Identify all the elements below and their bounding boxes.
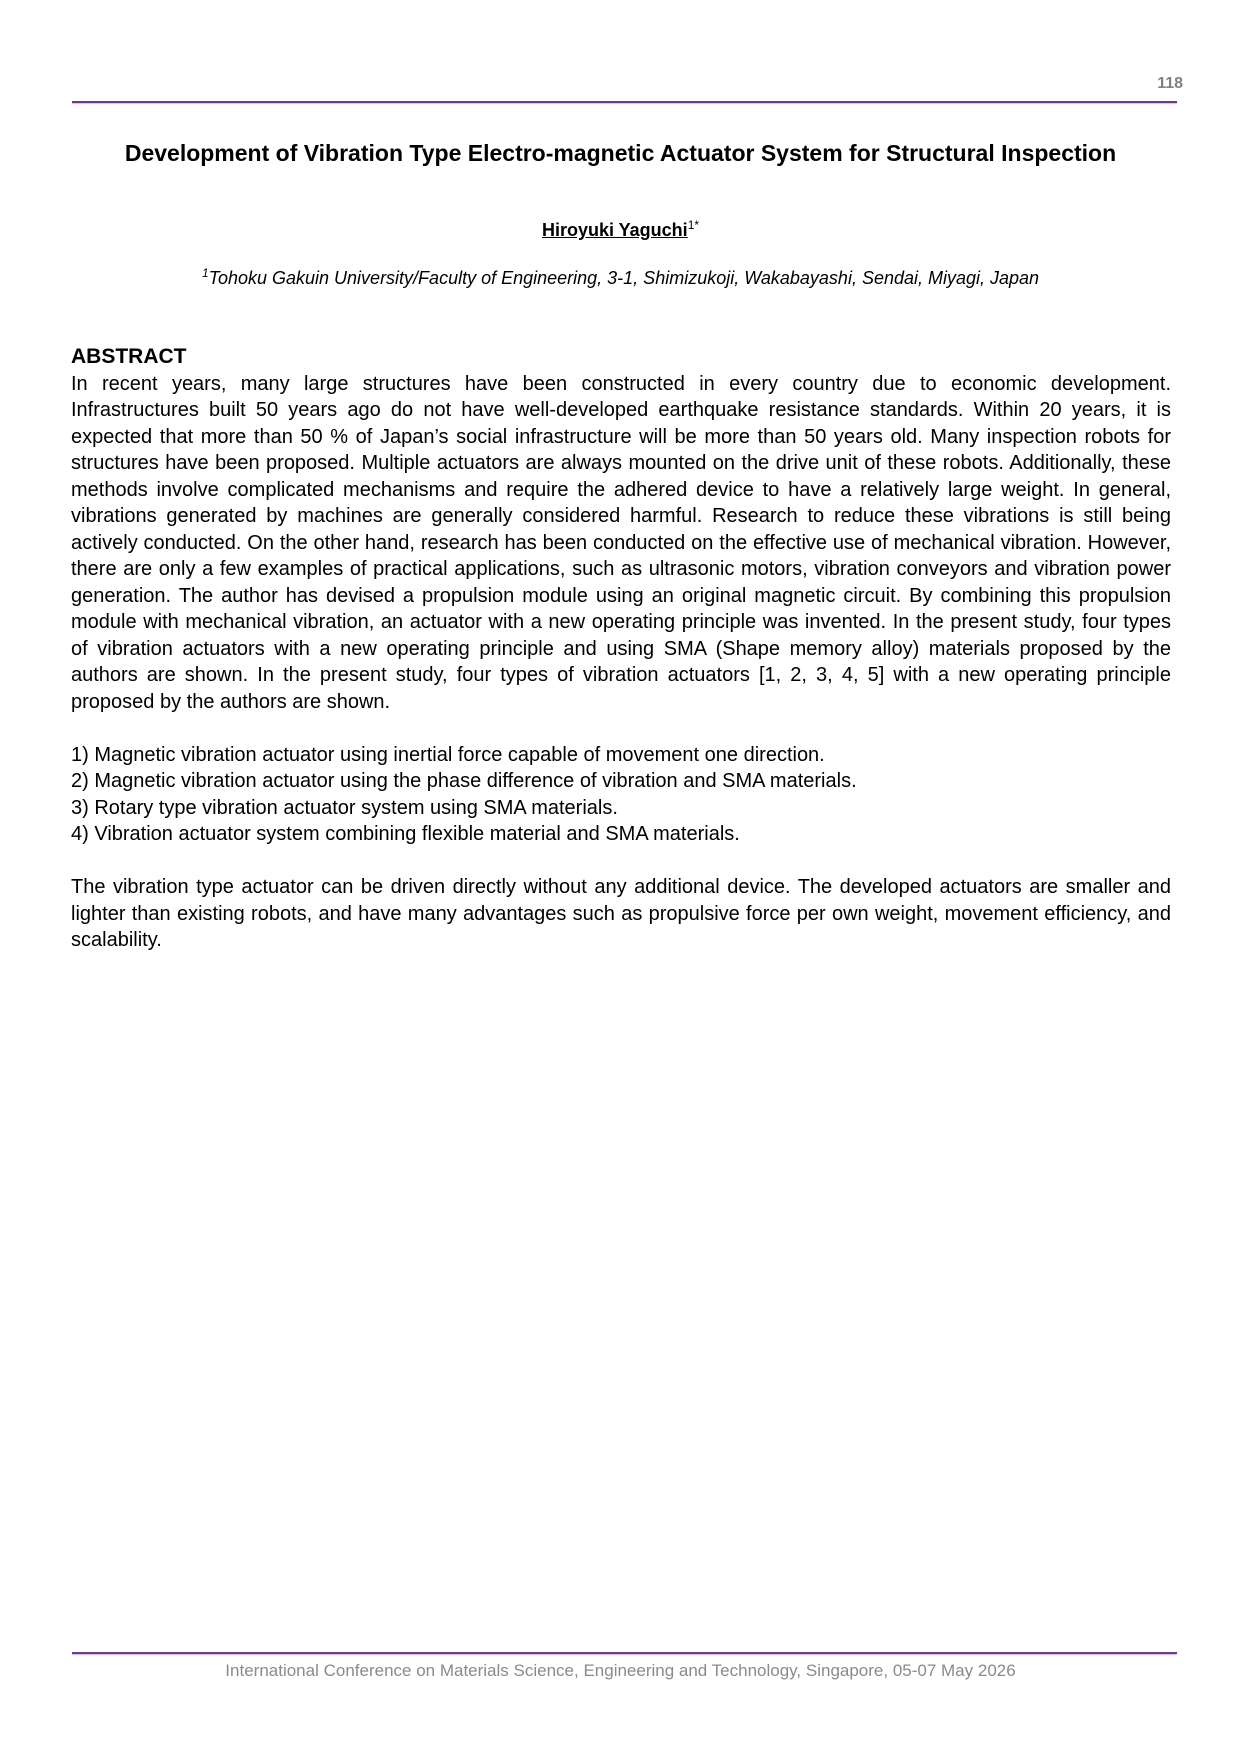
abstract-section [71, 344, 1171, 954]
conference-footer: International Conference on Materials Science, Engineering and Technology, Singapore, 05-07 May 2026 [225, 1661, 1016, 1680]
affiliation [60, 268, 1181, 289]
list-item: 1) Magnetic vibration actuator using inertial force capable of movement one direction. [71, 743, 825, 766]
abstract-heading: ABSTRACT [71, 345, 187, 368]
paragraph-gap [71, 715, 1171, 742]
paragraph-gap [71, 848, 1171, 875]
page-number: 118 [1157, 75, 1183, 92]
closing-paragraph: The vibration type actuator can be driven directly without any additional device. The developed actuators are smaller and lighter than existing robots, and have many advantages such as propulsive force per own weight, movement efficiency, and scalability. [71, 876, 1171, 951]
list-item: 3) Rotary type vibration actuator system using SMA materials. [71, 796, 618, 819]
affiliation-mark: 1 [201, 266, 209, 280]
author-name: Hiroyuki Yaguchi [541, 220, 688, 240]
author-affiliation-mark: 1* [687, 218, 700, 232]
affiliation-text: Tohoku Gakuin University/Faculty of Engineering, 3-1, Shimizukoji, Wakabayashi, Sendai, Miyagi, Japan [208, 268, 1040, 288]
footer-divider [72, 1652, 1177, 1654]
abstract-body: In recent years, many large structures have been constructed in every country due to economic development. Infrastructures built 50 years ago do not have well-developed earthquake resistance standards. Within 20 years, it is expected that more than 50 % of Japan’s social infrastructure will be more than 50 years old. Many inspection robots for structures have been proposed. Multiple actuators are always mounted on the drive unit of these robots. Additionally, these methods involve complicated mechanisms and require the adhered device to have a relatively large weight. In general, vibrations generated by machines are generally considered harmful. Research to reduce these vibrations is still being actively conducted. On the other hand, research has been conducted on the effective use of mechanical vibration. However, there are only a few examples of practical applications, such as ultrasonic motors, vibration conveyors and vibration power generation. The author has devised a propulsion module using an original magnetic circuit. By combining this propulsion module with mechanical vibration, an actuator with a new operating principle was invented. In the present study, four types of vibration actuators with a new operating principle and using SMA (Shape memory alloy) materials proposed by the authors are shown. In the present study, four types of vibration actuators [1, 2, 3, 4, 5] with a new operating principle proposed by the authors are shown. [71, 372, 1171, 713]
list-item: 2) Magnetic vibration actuator using the phase difference of vibration and SMA materials. [71, 770, 857, 792]
author-line [60, 220, 1181, 241]
header-divider [72, 101, 1177, 103]
paper-title: Development of Vibration Type Electro-magnetic Actuator System for Structural Inspection [124, 140, 1117, 166]
list-item: 4) Vibration actuator system combining flexible material and SMA materials. [71, 823, 740, 845]
actuator-list [71, 742, 1171, 848]
